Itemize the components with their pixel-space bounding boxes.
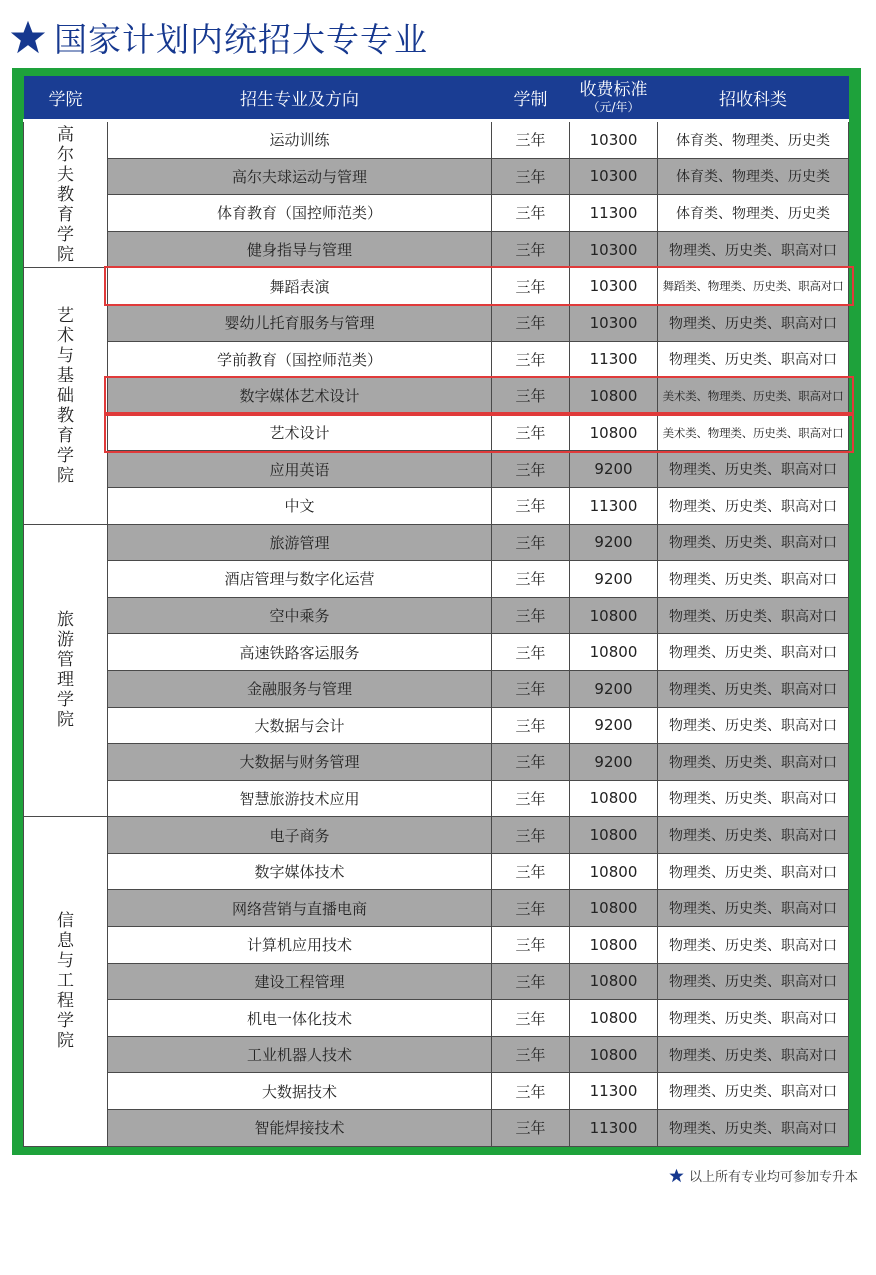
major-name-cell: 婴幼儿托育服务与管理 — [108, 304, 492, 341]
header-fee-title: 收费标准 — [579, 80, 648, 100]
header-duration: 学制 — [492, 76, 570, 121]
header-major: 招生专业及方向 — [108, 76, 492, 121]
major-name-cell: 应用英语 — [108, 451, 492, 488]
fee-cell: 10800 — [570, 890, 658, 927]
duration-cell: 三年 — [492, 963, 570, 1000]
duration-cell: 三年 — [492, 378, 570, 415]
subjects-cell: 物理类、历史类、职高对口 — [658, 304, 849, 341]
duration-cell: 三年 — [492, 268, 570, 305]
table-row — [24, 451, 849, 488]
duration-cell: 三年 — [492, 487, 570, 524]
table-row — [24, 195, 849, 232]
table-row — [24, 817, 849, 854]
fee-cell: 9200 — [570, 707, 658, 744]
page-title — [10, 12, 428, 62]
table-row — [24, 1036, 849, 1073]
majors-table — [23, 76, 849, 1147]
subjects-cell: 物理类、历史类、职高对口 — [658, 853, 849, 890]
table-row — [24, 121, 849, 159]
subjects-cell: 物理类、历史类、职高对口 — [658, 1036, 849, 1073]
table-row — [24, 268, 849, 305]
duration-cell: 三年 — [492, 451, 570, 488]
major-name-cell: 电子商务 — [108, 817, 492, 854]
fee-cell: 9200 — [570, 670, 658, 707]
major-name-cell: 大数据与财务管理 — [108, 744, 492, 781]
duration-cell: 三年 — [492, 634, 570, 671]
table-row — [24, 853, 849, 890]
table-body — [24, 121, 849, 1147]
table-header-row — [24, 76, 849, 121]
duration-cell: 三年 — [492, 597, 570, 634]
subjects-cell: 物理类、历史类、职高对口 — [658, 1000, 849, 1037]
subjects-cell: 物理类、历史类、职高对口 — [658, 524, 849, 561]
subjects-cell: 美术类、物理类、历史类、职高对口 — [658, 378, 849, 415]
fee-cell: 9200 — [570, 524, 658, 561]
table-row — [24, 927, 849, 964]
subjects-cell: 物理类、历史类、职高对口 — [658, 963, 849, 1000]
major-name-cell: 网络营销与直播电商 — [108, 890, 492, 927]
duration-cell: 三年 — [492, 414, 570, 451]
table-row — [24, 1073, 849, 1110]
major-name-cell: 计算机应用技术 — [108, 927, 492, 964]
table-row — [24, 744, 849, 781]
fee-cell: 10300 — [570, 158, 658, 195]
fee-cell: 9200 — [570, 451, 658, 488]
fee-cell: 10800 — [570, 853, 658, 890]
table-row — [24, 487, 849, 524]
duration-cell: 三年 — [492, 524, 570, 561]
duration-cell: 三年 — [492, 121, 570, 159]
footnote-text: 以上所有专业均可参加专升本 — [688, 1170, 858, 1185]
subjects-cell: 物理类、历史类、职高对口 — [658, 817, 849, 854]
fee-cell: 10800 — [570, 378, 658, 415]
table-row — [24, 378, 849, 415]
major-name-cell: 大数据与会计 — [108, 707, 492, 744]
major-name-cell: 学前教育（国控师范类） — [108, 341, 492, 378]
duration-cell: 三年 — [492, 304, 570, 341]
table-row — [24, 1000, 849, 1037]
duration-cell: 三年 — [492, 341, 570, 378]
duration-cell: 三年 — [492, 1110, 570, 1147]
duration-cell: 三年 — [492, 707, 570, 744]
subjects-cell: 物理类、历史类、职高对口 — [658, 1073, 849, 1110]
subjects-cell: 物理类、历史类、职高对口 — [658, 780, 849, 817]
table-row — [24, 963, 849, 1000]
star-icon — [10, 19, 46, 55]
major-name-cell: 运动训练 — [108, 121, 492, 159]
fee-cell: 11300 — [570, 1073, 658, 1110]
table-row — [24, 231, 849, 268]
major-name-cell: 数字媒体技术 — [108, 853, 492, 890]
fee-cell: 10300 — [570, 231, 658, 268]
duration-cell: 三年 — [492, 1036, 570, 1073]
subjects-cell: 物理类、历史类、职高对口 — [658, 634, 849, 671]
table-row — [24, 341, 849, 378]
fee-cell: 10800 — [570, 634, 658, 671]
subjects-cell: 美术类、物理类、历史类、职高对口 — [658, 414, 849, 451]
major-name-cell: 智能焊接技术 — [108, 1110, 492, 1147]
college-cell — [24, 268, 108, 524]
header-fee — [570, 76, 658, 121]
table-row — [24, 158, 849, 195]
major-name-cell: 旅游管理 — [108, 524, 492, 561]
subjects-cell: 体育类、物理类、历史类 — [658, 158, 849, 195]
major-name-cell: 艺术设计 — [108, 414, 492, 451]
subjects-cell: 舞蹈类、物理类、历史类、职高对口 — [658, 268, 849, 305]
fee-cell: 11300 — [570, 195, 658, 232]
fee-cell: 10300 — [570, 121, 658, 159]
fee-cell: 10800 — [570, 963, 658, 1000]
subjects-cell: 物理类、历史类、职高对口 — [658, 597, 849, 634]
duration-cell: 三年 — [492, 817, 570, 854]
subjects-cell: 体育类、物理类、历史类 — [658, 195, 849, 232]
college-name: 高尔夫教育学院 — [57, 124, 74, 265]
fee-cell: 11300 — [570, 1110, 658, 1147]
table-row — [24, 524, 849, 561]
table-row — [24, 780, 849, 817]
major-name-cell: 机电一体化技术 — [108, 1000, 492, 1037]
fee-cell: 10800 — [570, 597, 658, 634]
duration-cell: 三年 — [492, 890, 570, 927]
major-name-cell: 空中乘务 — [108, 597, 492, 634]
fee-cell: 11300 — [570, 487, 658, 524]
duration-cell: 三年 — [492, 231, 570, 268]
fee-cell: 10800 — [570, 927, 658, 964]
duration-cell: 三年 — [492, 670, 570, 707]
table-row — [24, 670, 849, 707]
fee-cell: 11300 — [570, 341, 658, 378]
table-row — [24, 561, 849, 598]
duration-cell: 三年 — [492, 1073, 570, 1110]
table-row — [24, 634, 849, 671]
table-row — [24, 597, 849, 634]
duration-cell: 三年 — [492, 158, 570, 195]
major-name-cell: 数字媒体艺术设计 — [108, 378, 492, 415]
subjects-cell: 物理类、历史类、职高对口 — [658, 341, 849, 378]
major-name-cell: 高速铁路客运服务 — [108, 634, 492, 671]
fee-cell: 9200 — [570, 561, 658, 598]
table-row — [24, 304, 849, 341]
duration-cell: 三年 — [492, 744, 570, 781]
duration-cell: 三年 — [492, 853, 570, 890]
college-name: 旅游管理学院 — [57, 610, 74, 731]
header-college: 学院 — [24, 76, 108, 121]
subjects-cell: 物理类、历史类、职高对口 — [658, 927, 849, 964]
subjects-cell: 体育类、物理类、历史类 — [658, 121, 849, 159]
subjects-cell: 物理类、历史类、职高对口 — [658, 744, 849, 781]
subjects-cell: 物理类、历史类、职高对口 — [658, 890, 849, 927]
header-subjects: 招收科类 — [658, 76, 849, 121]
subjects-cell: 物理类、历史类、职高对口 — [658, 670, 849, 707]
fee-cell: 10300 — [570, 304, 658, 341]
college-name: 艺术与基础教育学院 — [57, 305, 74, 486]
college-cell — [24, 121, 108, 268]
table-row — [24, 1110, 849, 1147]
subjects-cell: 物理类、历史类、职高对口 — [658, 231, 849, 268]
fee-cell: 9200 — [570, 744, 658, 781]
subjects-cell: 物理类、历史类、职高对口 — [658, 1110, 849, 1147]
table-row — [24, 414, 849, 451]
fee-cell: 10800 — [570, 1036, 658, 1073]
college-cell — [24, 524, 108, 817]
major-name-cell: 健身指导与管理 — [108, 231, 492, 268]
fee-cell: 10800 — [570, 817, 658, 854]
table-row — [24, 707, 849, 744]
major-name-cell: 建设工程管理 — [108, 963, 492, 1000]
duration-cell: 三年 — [492, 780, 570, 817]
subjects-cell: 物理类、历史类、职高对口 — [658, 451, 849, 488]
duration-cell: 三年 — [492, 195, 570, 232]
major-name-cell: 中文 — [108, 487, 492, 524]
fee-cell: 10300 — [570, 268, 658, 305]
major-name-cell: 舞蹈表演 — [108, 268, 492, 305]
college-cell — [24, 817, 108, 1146]
major-name-cell: 工业机器人技术 — [108, 1036, 492, 1073]
table-frame — [12, 68, 861, 1155]
college-name: 信息与工程学院 — [57, 911, 74, 1052]
fee-cell: 10800 — [570, 780, 658, 817]
major-name-cell: 金融服务与管理 — [108, 670, 492, 707]
fee-cell: 10800 — [570, 414, 658, 451]
page-title-text: 国家计划内统招大专专业 — [54, 19, 428, 59]
star-icon — [669, 1168, 684, 1183]
footnote — [669, 1166, 858, 1185]
subjects-cell: 物理类、历史类、职高对口 — [658, 487, 849, 524]
major-name-cell: 大数据技术 — [108, 1073, 492, 1110]
major-name-cell: 酒店管理与数字化运营 — [108, 561, 492, 598]
duration-cell: 三年 — [492, 1000, 570, 1037]
fee-cell: 10800 — [570, 1000, 658, 1037]
major-name-cell: 高尔夫球运动与管理 — [108, 158, 492, 195]
major-name-cell: 智慧旅游技术应用 — [108, 780, 492, 817]
table-row — [24, 890, 849, 927]
duration-cell: 三年 — [492, 561, 570, 598]
major-name-cell: 体育教育（国控师范类） — [108, 195, 492, 232]
header-fee-unit: （元/年） — [587, 100, 640, 114]
subjects-cell: 物理类、历史类、职高对口 — [658, 707, 849, 744]
duration-cell: 三年 — [492, 927, 570, 964]
subjects-cell: 物理类、历史类、职高对口 — [658, 561, 849, 598]
